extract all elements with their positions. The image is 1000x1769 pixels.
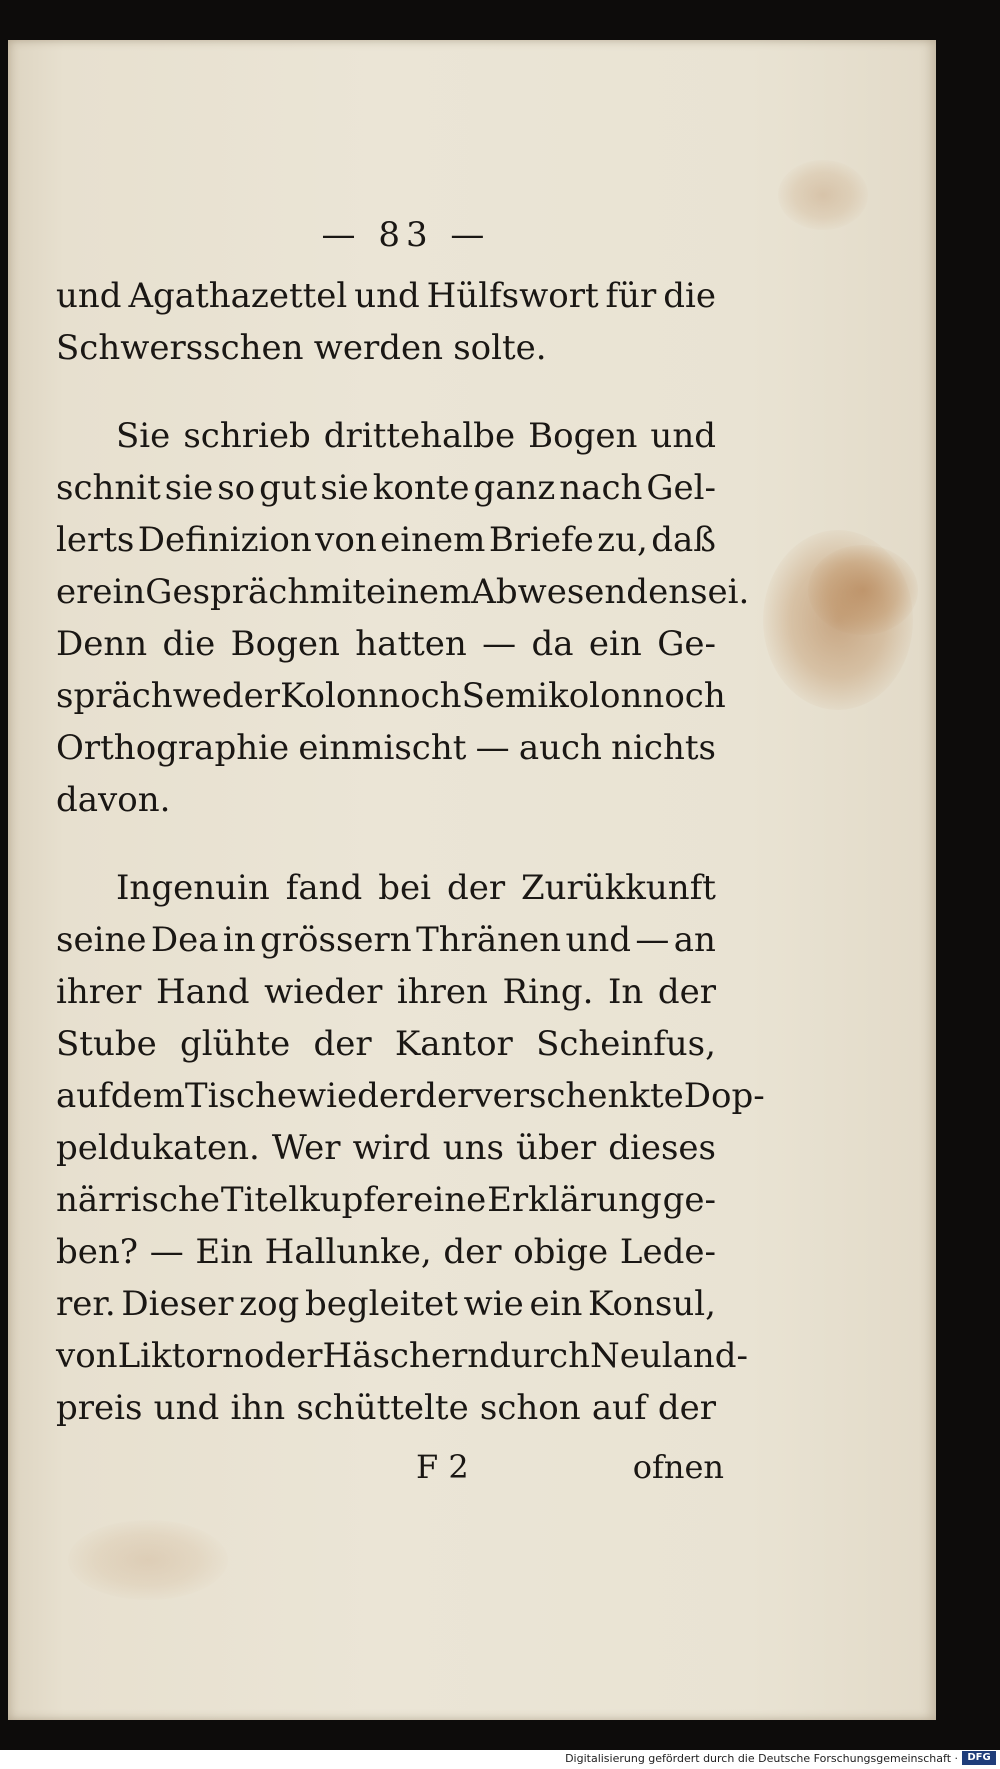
- word: und: [56, 276, 122, 316]
- word: —: [149, 1232, 184, 1272]
- word: Ingenuin: [116, 868, 270, 908]
- word: —: [635, 920, 670, 960]
- catchword: ofnen: [632, 1448, 724, 1486]
- word: Dop-: [683, 1076, 765, 1116]
- word: und: [153, 1388, 220, 1428]
- word: schon: [479, 1388, 581, 1428]
- word: ein: [529, 1284, 583, 1324]
- word: Wer: [271, 1128, 341, 1168]
- word: obige: [513, 1232, 609, 1272]
- word: fand: [285, 868, 363, 908]
- text-line: [56, 1382, 716, 1434]
- word: ihren: [396, 972, 488, 1012]
- word: Stube: [56, 1024, 157, 1064]
- text-line: [56, 410, 716, 462]
- text-block: [56, 200, 765, 1508]
- word: Ge-: [657, 624, 716, 664]
- word: der: [657, 972, 716, 1012]
- word: auf: [56, 1076, 111, 1116]
- word: grössern: [260, 920, 412, 960]
- word: närrische: [56, 1180, 221, 1220]
- word: ganz: [473, 468, 556, 508]
- word: einmischt: [298, 728, 467, 768]
- word: zog: [239, 1284, 300, 1324]
- word: ihrer: [56, 972, 142, 1012]
- word: wieder: [264, 972, 383, 1012]
- word: peldukaten.: [56, 1128, 260, 1168]
- word: schnit: [56, 468, 161, 508]
- word: die: [663, 276, 716, 316]
- word: ein: [588, 624, 642, 664]
- paragraph-gap: [56, 374, 716, 410]
- word: Definizion: [137, 520, 312, 560]
- text-line: [56, 1122, 716, 1174]
- word: und: [650, 416, 716, 456]
- word: Sie: [116, 416, 171, 456]
- word: dieses: [608, 1128, 716, 1168]
- text-line: [56, 322, 716, 374]
- word: Briefe: [488, 520, 594, 560]
- word: Semikolon: [461, 676, 643, 716]
- word: auf: [591, 1388, 647, 1428]
- word: preis: [56, 1388, 143, 1428]
- word: Schwersschen: [56, 328, 304, 368]
- word: eine: [413, 1180, 487, 1220]
- word: und: [565, 920, 632, 960]
- word: Tische: [184, 1076, 297, 1116]
- word: für: [605, 276, 657, 316]
- body-text: [56, 270, 765, 1434]
- text-line: [56, 1174, 716, 1226]
- word: ge-: [662, 1180, 716, 1220]
- word: seine: [56, 920, 147, 960]
- word: sie: [320, 468, 369, 508]
- word: Zurükkunft: [521, 868, 716, 908]
- word: durch: [489, 1336, 590, 1376]
- text-line: [56, 722, 716, 774]
- word: wie: [463, 1284, 524, 1324]
- word: schrieb: [183, 416, 311, 456]
- word: der: [657, 1388, 716, 1428]
- word: nichts: [611, 728, 716, 768]
- word: über: [516, 1128, 597, 1168]
- word: Bogen: [528, 416, 638, 456]
- word: verschenkte: [473, 1076, 684, 1116]
- word: drittehalbe: [323, 416, 516, 456]
- word: da: [531, 624, 574, 664]
- word: Hand: [155, 972, 250, 1012]
- word: Hallunke,: [264, 1232, 432, 1272]
- word: mit: [309, 572, 367, 612]
- word: von: [56, 1336, 118, 1376]
- word: schüttelte: [296, 1388, 469, 1428]
- foxing-stain: [778, 160, 868, 230]
- text-line: [56, 618, 716, 670]
- word: noch: [378, 676, 462, 716]
- word: der: [415, 1076, 474, 1116]
- word: uns: [442, 1128, 504, 1168]
- word: ein: [92, 572, 146, 612]
- word: spräch: [56, 676, 173, 716]
- word: konte: [372, 468, 470, 508]
- word: wieder: [296, 1076, 416, 1116]
- text-line: [56, 914, 716, 966]
- word: und: [354, 276, 420, 316]
- word: sei.: [690, 572, 750, 612]
- word: Bogen: [230, 624, 340, 664]
- foxing-stain: [68, 1520, 228, 1600]
- word: Gespräch: [145, 572, 310, 612]
- word: ihn: [230, 1388, 286, 1428]
- text-line: [56, 670, 726, 722]
- word: Ein: [195, 1232, 253, 1272]
- word: Abwesenden: [471, 572, 691, 612]
- word: sie: [164, 468, 214, 508]
- word: zu,: [597, 520, 648, 560]
- text-line: [56, 1278, 716, 1330]
- digitization-credit: Digitalisierung gefördert durch die Deutsche Forschungsgemeinschaft ·: [565, 1752, 958, 1765]
- word: Kolon: [280, 676, 379, 716]
- text-line: [56, 514, 716, 566]
- word: Agathazettel: [128, 276, 348, 316]
- word: Hülfswort: [426, 276, 599, 316]
- word: davon.: [56, 780, 171, 820]
- word: in: [222, 920, 256, 960]
- word: einem: [366, 572, 472, 612]
- text-line: [56, 774, 716, 826]
- word: noch: [642, 676, 726, 716]
- word: die: [162, 624, 216, 664]
- word: einem: [380, 520, 486, 560]
- word: Dea: [150, 920, 219, 960]
- word: Konsul,: [588, 1284, 716, 1324]
- text-line: [56, 862, 716, 914]
- signature-mark: F 2: [416, 1448, 469, 1486]
- word: begleitet: [305, 1284, 458, 1324]
- word: Denn: [56, 624, 148, 664]
- word: werden: [313, 328, 444, 368]
- word: dem: [110, 1076, 185, 1116]
- word: er: [56, 572, 93, 612]
- text-line: [56, 1070, 765, 1122]
- word: oder: [243, 1336, 323, 1376]
- word: lerts: [56, 520, 135, 560]
- word: auch: [518, 728, 602, 768]
- dfg-logo: DFG: [962, 1751, 996, 1765]
- word: Kantor: [394, 1024, 513, 1064]
- word: Orthographie: [56, 728, 290, 768]
- word: gut: [259, 468, 317, 508]
- word: so: [217, 468, 256, 508]
- text-line: [56, 1330, 749, 1382]
- word: bei: [378, 868, 431, 908]
- word: an: [673, 920, 716, 960]
- word: solte.: [453, 328, 547, 368]
- word: Lede-: [619, 1232, 716, 1272]
- word: Ring.: [502, 972, 594, 1012]
- text-line: [56, 566, 750, 618]
- foxing-stain: [808, 545, 918, 635]
- word: Titelkupfer: [220, 1180, 413, 1220]
- paragraph-gap: [56, 826, 716, 862]
- word: ben?: [56, 1232, 139, 1272]
- word: weder: [172, 676, 281, 716]
- text-line: [56, 270, 716, 322]
- word: Scheinfus,: [536, 1024, 716, 1064]
- word: der: [446, 868, 506, 908]
- word: Dieser: [121, 1284, 234, 1324]
- page-header: — 83 —: [321, 215, 491, 255]
- text-line: [56, 1226, 716, 1278]
- word: hatten: [355, 624, 467, 664]
- word: Erklärung: [487, 1180, 662, 1220]
- word: daß: [651, 520, 716, 560]
- text-line: [56, 1018, 716, 1070]
- word: In: [607, 972, 644, 1012]
- word: wird: [352, 1128, 431, 1168]
- word: Neuland-: [589, 1336, 749, 1376]
- word: rer.: [56, 1284, 116, 1324]
- page-footer: [56, 1448, 724, 1508]
- word: Liktorn: [117, 1336, 244, 1376]
- text-line: [56, 966, 716, 1018]
- word: —: [482, 624, 517, 664]
- word: Gel-: [646, 468, 716, 508]
- word: von: [315, 520, 377, 560]
- text-line: [56, 462, 716, 514]
- word: der: [443, 1232, 502, 1272]
- word: nach: [559, 468, 643, 508]
- word: glühte: [180, 1024, 291, 1064]
- word: Thränen: [416, 920, 562, 960]
- word: Häschern: [322, 1336, 490, 1376]
- word: —: [475, 728, 510, 768]
- word: der: [313, 1024, 372, 1064]
